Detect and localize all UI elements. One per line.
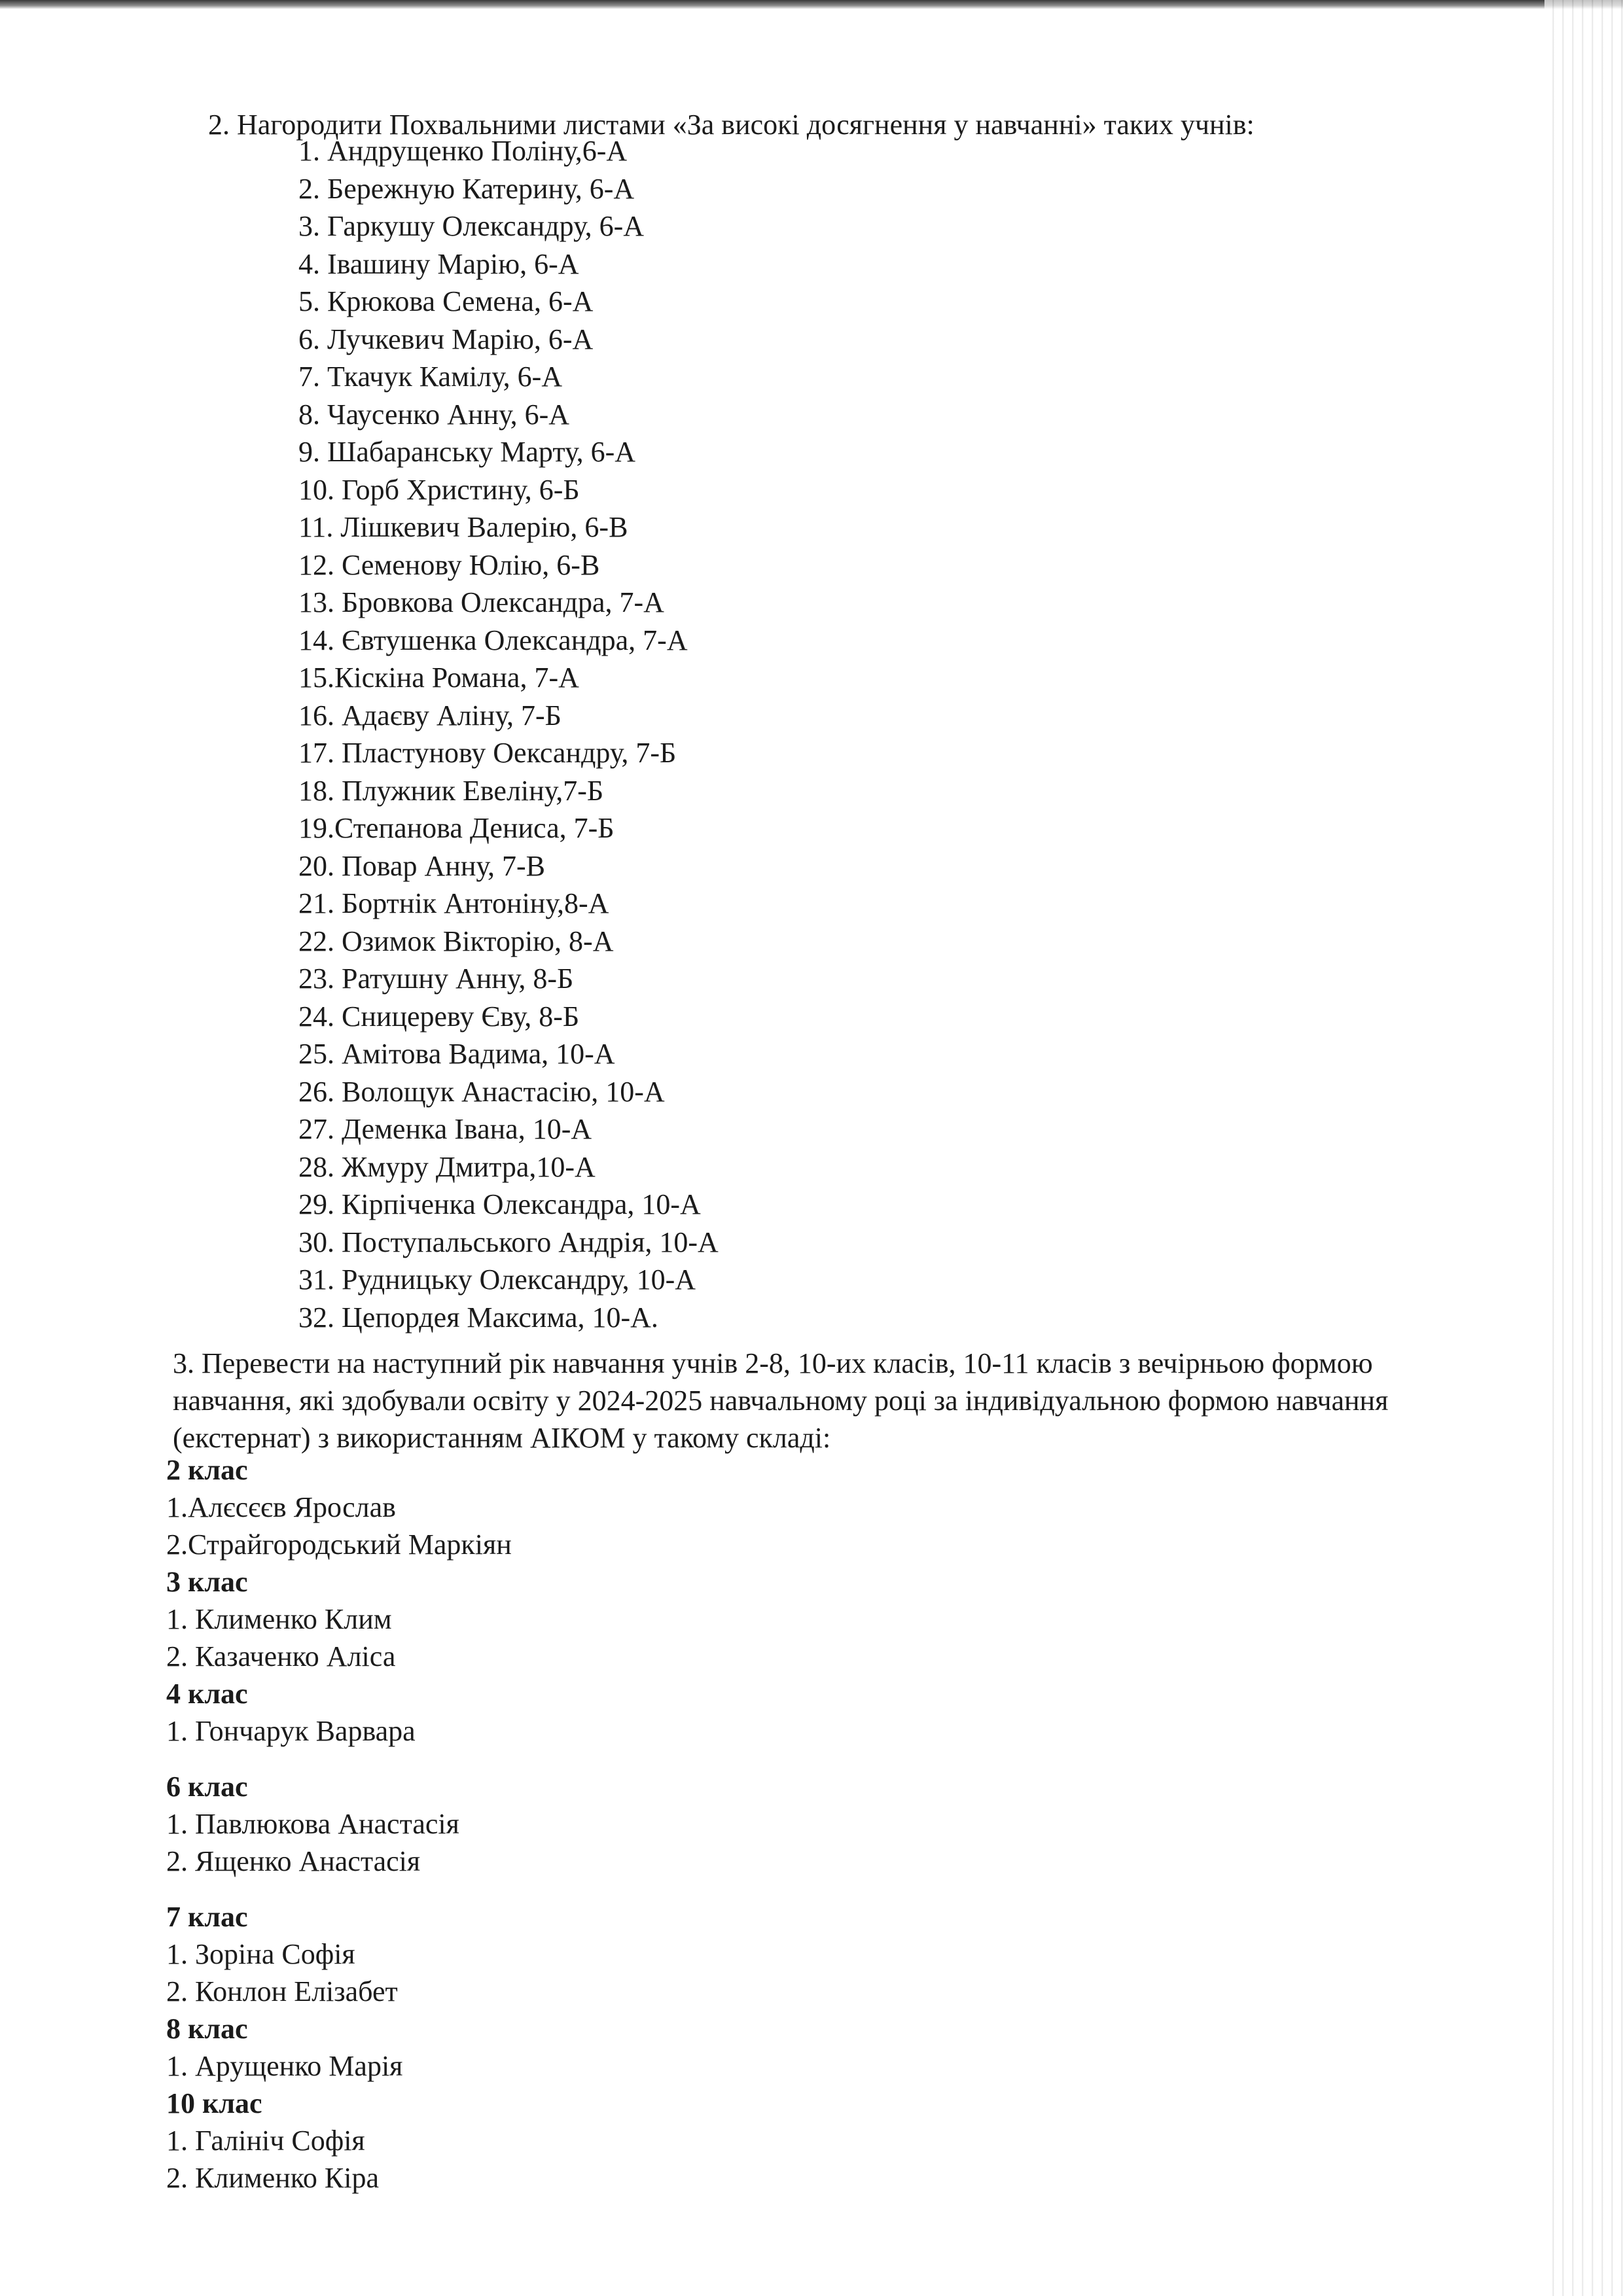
list-item: 27. Деменка Івана, 10-А bbox=[298, 1113, 592, 1145]
list-item: 2.Страйгородський Маркіян bbox=[166, 1528, 512, 1561]
list-item: 2. Клименко Кіра bbox=[166, 2162, 380, 2194]
class-heading: 8 клас bbox=[166, 2013, 248, 2045]
award-list bbox=[298, 132, 719, 1336]
student-list bbox=[166, 1712, 512, 1750]
list-item: 5. Крюкова Семена, 6-А bbox=[298, 285, 594, 317]
list-item: 7. Ткачук Камілу, 6-А bbox=[298, 361, 563, 393]
list-item: 6. Лучкевич Марію, 6-А bbox=[298, 323, 594, 355]
list-item: 13. Бровкова Олександра, 7-А bbox=[298, 586, 664, 618]
student-list bbox=[166, 1489, 512, 1563]
list-item: 30. Поступальського Андрія, 10-А bbox=[298, 1226, 719, 1258]
list-item: 23. Ратушну Анну, 8-Б bbox=[298, 963, 574, 995]
spacer bbox=[166, 1750, 512, 1768]
list-item: 29. Кірпіченка Олександра, 10-А bbox=[298, 1188, 701, 1220]
list-item: 28. Жмуру Дмитра,10-А bbox=[298, 1150, 596, 1183]
list-item: 1.Алєсєєв Ярослав bbox=[166, 1491, 396, 1523]
list-item: 15.Кіскіна Романа, 7-А bbox=[298, 662, 579, 694]
list-item: 1. Андрущенко Поліну,6-А bbox=[298, 135, 628, 167]
list-item: 4. Івашину Марію, 6-А bbox=[298, 247, 579, 280]
list-item: 32. Цепордея Максима, 10-А. bbox=[298, 1301, 658, 1333]
list-item: 20. Повар Анну, 7-В bbox=[298, 849, 545, 882]
list-item: 2. Конлон Елізабет bbox=[166, 1975, 398, 2007]
class-heading: 6 клас bbox=[166, 1771, 248, 1803]
list-item: 3. Гаркушу Олександру, 6-А bbox=[298, 210, 645, 242]
class-heading: 4 клас bbox=[166, 1678, 248, 1710]
list-item: 31. Рудницьку Олександру, 10-А bbox=[298, 1263, 696, 1296]
student-list bbox=[166, 2122, 512, 2197]
list-item: 21. Бортнік Антоніну,8-А bbox=[298, 887, 609, 919]
class-heading: 10 клас bbox=[166, 2087, 262, 2119]
list-item: 2. Казаченко Аліса bbox=[166, 1640, 396, 1672]
list-item: 17. Пластунову Оександру, 7-Б bbox=[298, 737, 677, 769]
list-item: 12. Семенову Юлію, 6-В bbox=[298, 548, 600, 581]
list-item: 2. Бережную Катерину, 6-А bbox=[298, 172, 635, 205]
paragraph-3: 3. Перевести на наступний рік навчання учнів 2-8, 10-их класів, 10-11 класів з вечірньою формою навчання, які здобували освіту у 2024-2025 навчальному році за індивідуальною формою навчання (екстернат) з використанням АІКОМ у такому складі: bbox=[173, 1347, 1389, 1454]
list-item: 9. Шабаранську Марту, 6-А bbox=[298, 436, 636, 468]
student-list bbox=[166, 1935, 512, 2010]
list-item: 1. Клименко Клим bbox=[166, 1603, 392, 1635]
class-heading: 7 клас bbox=[166, 1901, 248, 1933]
class-group bbox=[166, 2085, 512, 2197]
class-group bbox=[166, 1675, 512, 1750]
list-item: 1. Арущенко Марія bbox=[166, 2050, 403, 2082]
class-groups bbox=[166, 1451, 512, 2197]
list-item: 22. Озимок Вікторію, 8-А bbox=[298, 925, 614, 957]
class-group bbox=[166, 1451, 512, 1563]
class-group bbox=[166, 1768, 512, 1880]
list-item: 10. Горб Христину, 6-Б bbox=[298, 473, 580, 506]
student-list bbox=[166, 1600, 512, 1675]
list-item: 26. Волощук Анастасію, 10-А bbox=[298, 1075, 665, 1108]
list-item: 18. Плужник Евеліну,7-Б bbox=[298, 774, 604, 807]
list-item: 25. Амітова Вадима, 10-А bbox=[298, 1038, 615, 1070]
class-heading: 3 клас bbox=[166, 1566, 248, 1598]
list-item: 2. Ященко Анастасія bbox=[166, 1845, 421, 1877]
list-item: 19.Степанова Дениса, 7-Б bbox=[298, 812, 615, 844]
list-item: 1. Павлюкова Анастасія bbox=[166, 1808, 459, 1840]
list-item: 24. Сницереву Єву, 8-Б bbox=[298, 1000, 580, 1033]
class-group bbox=[166, 1563, 512, 1675]
student-list bbox=[166, 1805, 512, 1880]
list-item: 1. Галініч Софія bbox=[166, 2125, 365, 2157]
list-item: 16. Адаєву Аліну, 7-Б bbox=[298, 699, 562, 732]
list-item: 14. Євтушенка Олександра, 7-А bbox=[298, 624, 688, 656]
list-item: 11. Лішкевич Валерію, 6-В bbox=[298, 511, 628, 543]
class-heading: 2 клас bbox=[166, 1454, 248, 1486]
student-list bbox=[166, 2047, 512, 2085]
paragraph-2: 2. Нагородити Похвальними листами «За високі досягнення у навчанні» таких учнів: bbox=[208, 109, 1255, 141]
list-item: 8. Чаусенко Анну, 6-А bbox=[298, 398, 570, 431]
class-group bbox=[166, 1898, 512, 2010]
spacer bbox=[166, 1880, 512, 1898]
class-group bbox=[166, 2010, 512, 2085]
list-item: 1. Зоріна Софія bbox=[166, 1938, 355, 1970]
list-item: 1. Гончарук Варвара bbox=[166, 1715, 416, 1747]
